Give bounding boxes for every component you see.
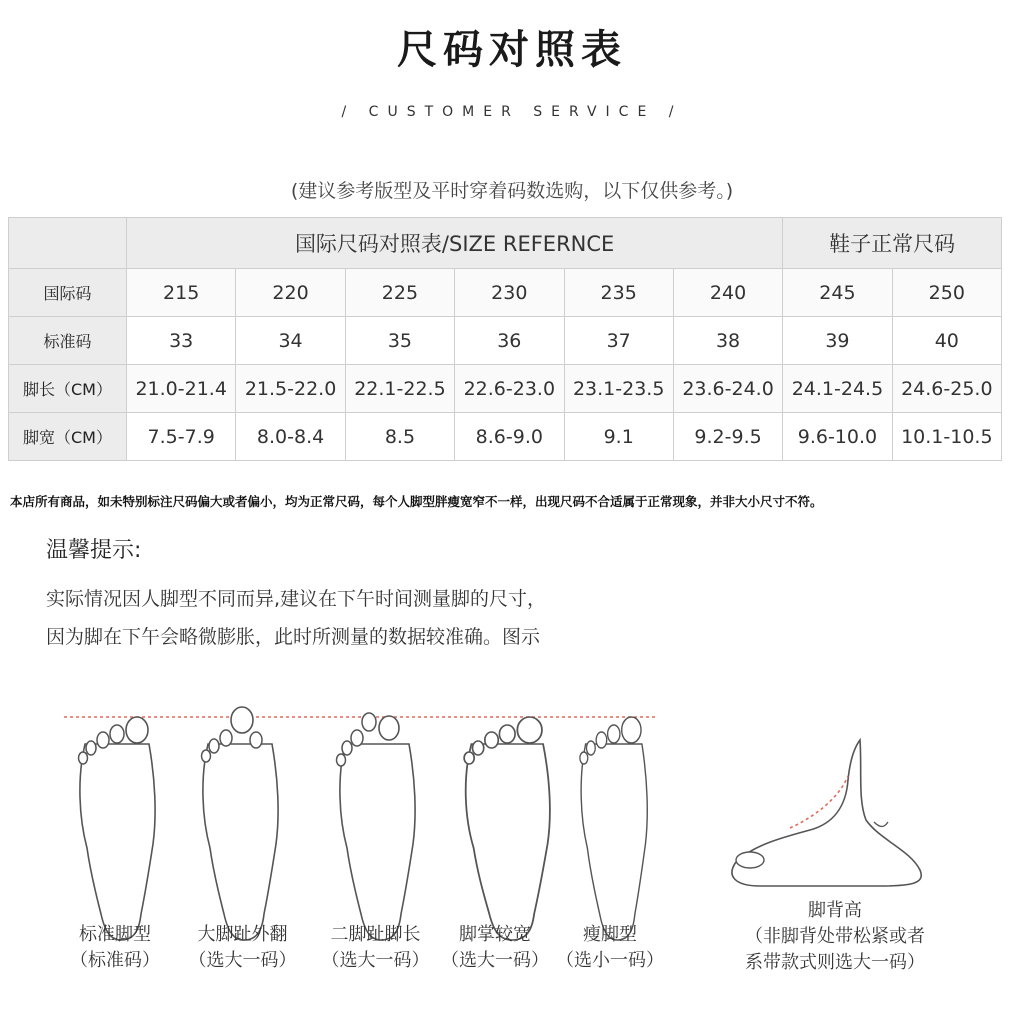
table-cell: 8.5	[345, 413, 454, 461]
table-cell: 34	[236, 317, 345, 365]
advice-note: (建议参考版型及平时穿着码数选购，以下仅供参考。)	[290, 180, 734, 202]
foot-type-name: 二脚趾脚长	[330, 924, 421, 945]
foot-long-second-toe-icon	[337, 713, 416, 940]
table-row	[9, 413, 1002, 461]
foot-bunion-icon	[202, 707, 279, 940]
tips-line: 因为脚在下午会略微膨胀，此时所测量的数据较准确。图示	[46, 626, 541, 648]
instep-name: 脚背高	[808, 900, 862, 921]
foot-wide-icon	[464, 717, 550, 940]
table-cell: 35	[345, 317, 454, 365]
table-cell: 230	[455, 269, 564, 317]
table-cell: 9.6-10.0	[783, 413, 892, 461]
table-cell: 23.6-24.0	[673, 365, 782, 413]
page-title: 尺码对照表	[397, 27, 627, 73]
table-cell: 215	[127, 269, 236, 317]
row-label: 脚宽（CM）	[9, 413, 127, 461]
table-row	[9, 317, 1002, 365]
row-label: 国际码	[9, 269, 127, 317]
instep-advice-line: 系带款式则选大一码）	[745, 952, 925, 973]
instep-advice-line: （非脚背处带松紧或者	[745, 926, 925, 947]
table-cell: 235	[564, 269, 673, 317]
row-label: 脚长（CM）	[9, 365, 127, 413]
table-cell: 8.6-9.0	[455, 413, 564, 461]
header-main-cell: 国际尺码对照表/SIZE REFERNCE	[127, 218, 783, 269]
table-cell: 22.1-22.5	[345, 365, 454, 413]
table-cell: 39	[783, 317, 892, 365]
table-cell: 7.5-7.9	[127, 413, 236, 461]
header-corner-cell	[9, 218, 127, 269]
table-cell: 37	[564, 317, 673, 365]
tips-title: 温馨提示:	[46, 538, 142, 563]
foot-type-name: 脚掌较宽	[459, 924, 531, 945]
tips-line: 实际情况因人脚型不同而异,建议在下午时间测量脚的尺寸，	[46, 588, 547, 610]
foot-type-advice: （选大一码）	[321, 950, 430, 971]
foot-slim-icon	[580, 717, 647, 940]
table-cell: 23.1-23.5	[564, 365, 673, 413]
table-cell: 21.0-21.4	[127, 365, 236, 413]
row-label: 标准码	[9, 317, 127, 365]
table-cell: 36	[455, 317, 564, 365]
table-cell: 220	[236, 269, 345, 317]
table-cell: 10.1-10.5	[892, 413, 1001, 461]
table-cell: 9.1	[564, 413, 673, 461]
foot-type-name: 标准脚型	[79, 924, 151, 945]
table-cell: 21.5-22.0	[236, 365, 345, 413]
table-cell: 225	[345, 269, 454, 317]
foot-high-instep-icon	[732, 740, 921, 886]
table-cell: 240	[673, 269, 782, 317]
foot-standard-icon	[79, 717, 156, 940]
table-cell: 9.2-9.5	[673, 413, 782, 461]
table-header-row	[9, 218, 1002, 269]
table-cell: 24.1-24.5	[783, 365, 892, 413]
table-cell: 8.0-8.4	[236, 413, 345, 461]
foot-type-name: 大脚趾外翻	[197, 924, 288, 945]
table-cell: 250	[892, 269, 1001, 317]
foot-illustrations	[0, 690, 1024, 1024]
table-cell: 33	[127, 317, 236, 365]
table-row	[9, 269, 1002, 317]
table-cell: 245	[783, 269, 892, 317]
table-cell: 40	[892, 317, 1001, 365]
table-cell: 22.6-23.0	[455, 365, 564, 413]
foot-type-advice: （选大一码）	[441, 950, 549, 971]
header-side-cell: 鞋子正常尺码	[783, 218, 1002, 269]
table-row	[9, 365, 1002, 413]
disclaimer-text: 本店所有商品，如未特别标注尺码偏大或者偏小，均为正常尺码，每个人脚型胖瘦宽窄不一样，出现尺码不合适属于正常现象，并非大小尺寸不符。	[10, 494, 823, 509]
page-subtitle: / CUSTOMER SERVICE /	[341, 104, 683, 120]
foot-type-advice: （标准码）	[70, 950, 160, 971]
table-cell: 38	[673, 317, 782, 365]
size-table	[8, 217, 1002, 461]
foot-type-name: 瘦脚型	[583, 924, 637, 945]
table-cell: 24.6-25.0	[892, 365, 1001, 413]
foot-type-advice: （选小一码）	[556, 950, 664, 971]
foot-type-advice: （选大一码）	[188, 950, 297, 971]
